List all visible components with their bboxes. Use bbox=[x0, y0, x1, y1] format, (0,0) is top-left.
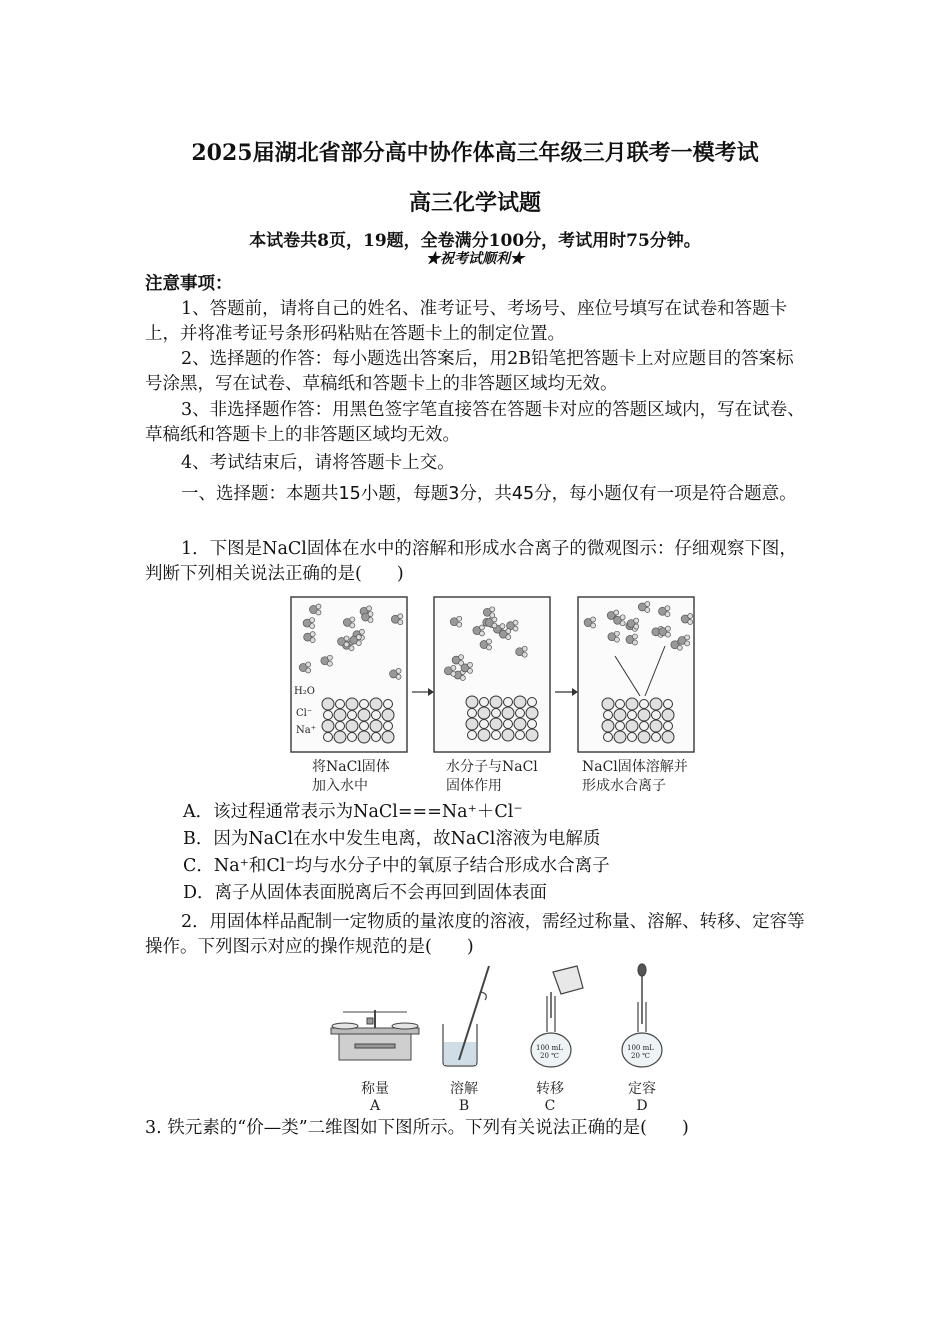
op-b-label: 溶解 B bbox=[450, 1081, 478, 1114]
sodium-ion bbox=[628, 711, 637, 720]
op-d-label: 定容 D bbox=[628, 1081, 656, 1114]
chloride-ion bbox=[490, 718, 502, 730]
q1-option-b: B．因为NaCl在水中发生电离，故NaCl溶液为电解质 bbox=[183, 829, 601, 849]
chloride-ion bbox=[502, 729, 514, 741]
sodium-ion bbox=[604, 711, 613, 720]
chloride-ion bbox=[502, 707, 514, 719]
chloride-ion bbox=[638, 709, 650, 721]
sodium-ion bbox=[492, 731, 501, 740]
q1-option-c: C．Na⁺和Cl⁻均与水分子中的氧原子结合形成水合离子 bbox=[183, 856, 610, 876]
sodium-ion bbox=[372, 711, 381, 720]
chloride-ion bbox=[638, 731, 650, 743]
sodium-ion bbox=[492, 709, 501, 718]
op-a-label: 称量 A bbox=[361, 1081, 389, 1114]
fig1-caption-1: 将NaCl固体 加入水中 bbox=[312, 759, 390, 794]
q1-option-a: A．该过程通常表示为NaCl===Na⁺＋Cl⁻ bbox=[183, 802, 523, 822]
label-cl: Cl⁻ bbox=[296, 708, 313, 719]
fig1-caption-3: NaCl固体溶解并 形成水合离子 bbox=[582, 759, 688, 794]
sodium-ion bbox=[336, 722, 345, 731]
chloride-ion bbox=[626, 720, 638, 732]
sodium-ion bbox=[664, 722, 673, 731]
balance-icon bbox=[331, 1010, 419, 1060]
chloride-ion bbox=[466, 696, 478, 708]
beaker-icon bbox=[443, 966, 489, 1066]
exam-title: 2025届湖北省部分高中协作体高三年级三月联考一模考试 bbox=[191, 140, 759, 166]
chloride-ion bbox=[614, 731, 626, 743]
exam-subject: 高三化学试题 bbox=[408, 190, 541, 216]
sodium-ion bbox=[504, 720, 513, 729]
q2-stem: 2．用固体样品配制一定物质的量浓度的溶液，需经过称量、溶解、转移、定容等操作。下列图示对应的操作规范的是( ) bbox=[145, 912, 805, 957]
chloride-ion bbox=[382, 709, 394, 721]
exam-wish: ★祝考试顺利★ bbox=[426, 251, 524, 267]
sodium-ion bbox=[336, 700, 345, 709]
sodium-ion bbox=[528, 698, 537, 707]
sodium-ion bbox=[384, 700, 393, 709]
sodium-ion bbox=[604, 733, 613, 742]
chloride-ion bbox=[346, 720, 358, 732]
chloride-ion bbox=[514, 718, 526, 730]
sodium-ion bbox=[652, 733, 661, 742]
fig1-caption-2: 水分子与NaCl 固体作用 bbox=[446, 759, 538, 794]
sodium-ion bbox=[652, 711, 661, 720]
sodium-ion bbox=[372, 733, 381, 742]
chloride-ion bbox=[662, 731, 674, 743]
exam-info: 本试卷共8页，19题，全卷满分100分，考试用时75分钟。 bbox=[249, 231, 701, 251]
sodium-ion bbox=[516, 709, 525, 718]
chloride-ion bbox=[614, 709, 626, 721]
chloride-ion bbox=[526, 729, 538, 741]
chloride-ion bbox=[382, 731, 394, 743]
chloride-ion bbox=[478, 707, 490, 719]
chloride-ion bbox=[358, 731, 370, 743]
sodium-ion bbox=[640, 700, 649, 709]
sodium-ion bbox=[480, 720, 489, 729]
sodium-ion bbox=[504, 698, 513, 707]
sodium-ion bbox=[628, 733, 637, 742]
chloride-ion bbox=[662, 709, 674, 721]
q1-option-d: D．离子从固体表面脱离后不会再回到固体表面 bbox=[183, 883, 548, 903]
chloride-ion bbox=[466, 718, 478, 730]
volumetric-flask-icon-d bbox=[622, 964, 662, 1067]
section-heading: 一、选择题：本题共15小题，每题3分，共45分，每小题仅有一项是符合题意。 bbox=[181, 484, 797, 504]
sodium-ion bbox=[616, 722, 625, 731]
chloride-ion bbox=[334, 709, 346, 721]
sodium-ion bbox=[468, 731, 477, 740]
chloride-ion bbox=[602, 698, 614, 710]
op-c-label: 转移 C bbox=[536, 1081, 564, 1114]
chloride-ion bbox=[626, 698, 638, 710]
chloride-ion bbox=[334, 731, 346, 743]
flask-c-temp: 20 ℃ bbox=[540, 1052, 559, 1060]
sodium-ion bbox=[360, 700, 369, 709]
sodium-ion bbox=[324, 711, 333, 720]
chloride-ion bbox=[370, 720, 382, 732]
sodium-ion bbox=[616, 700, 625, 709]
flask-d-temp: 20 ℃ bbox=[631, 1052, 650, 1060]
chloride-ion bbox=[514, 696, 526, 708]
q1-stem: 1．下图是NaCl固体在水中的溶解和形成水合离子的微观图示：仔细观察下图，判断下列相关说法正确的是( ) bbox=[145, 539, 797, 584]
chloride-ion bbox=[650, 720, 662, 732]
sodium-ion bbox=[348, 733, 357, 742]
notice-heading: 注意事项： bbox=[145, 274, 233, 294]
sodium-ion bbox=[528, 720, 537, 729]
notice-item-4: 4、考试结束后，请将答题卡上交。 bbox=[181, 453, 455, 473]
sodium-ion bbox=[384, 722, 393, 731]
sodium-ion bbox=[480, 698, 489, 707]
sodium-ion bbox=[324, 733, 333, 742]
label-h2o: H₂O bbox=[294, 686, 315, 697]
chloride-ion bbox=[526, 707, 538, 719]
sodium-ion bbox=[640, 722, 649, 731]
chloride-ion bbox=[478, 729, 490, 741]
chloride-ion bbox=[602, 720, 614, 732]
chloride-ion bbox=[358, 709, 370, 721]
sodium-ion bbox=[468, 709, 477, 718]
nacl-dissolution-figure bbox=[290, 596, 700, 756]
q3-stem: 3. 铁元素的“价—类”二维图如下图所示。下列有关说法正确的是( ) bbox=[145, 1118, 689, 1138]
chloride-ion bbox=[370, 698, 382, 710]
label-na: Na⁺ bbox=[296, 725, 316, 736]
notice-item-3: 3、非选择题作答：用黑色签字笔直接答在答题卡对应的答题区域内，写在试卷、草稿纸和答题卡上的非答题区域均无效。 bbox=[145, 400, 805, 445]
sodium-ion bbox=[360, 722, 369, 731]
chloride-ion bbox=[322, 698, 334, 710]
chloride-ion bbox=[322, 720, 334, 732]
sodium-ion bbox=[516, 731, 525, 740]
chloride-ion bbox=[490, 696, 502, 708]
sodium-ion bbox=[348, 711, 357, 720]
chloride-ion bbox=[346, 698, 358, 710]
notice-item-2: 2、选择题的作答：每小题选出答案后，用2B铅笔把答题卡上对应题目的答案标号涂黑，写在试卷、草稿纸和答题卡上的非答题区域均无效。 bbox=[145, 349, 794, 394]
flask-c-volume: 100 mL bbox=[536, 1044, 563, 1052]
sodium-ion bbox=[664, 700, 673, 709]
volumetric-flask-icon-c bbox=[531, 966, 583, 1067]
flask-d-volume: 100 mL bbox=[627, 1044, 654, 1052]
notice-item-1: 1、答题前，请将自己的姓名、准考证号、考场号、座位号填写在试卷和答题卡上，并将准考证号条形码粘贴在答题卡上的制定位置。 bbox=[145, 299, 788, 344]
lab-operations-figure bbox=[325, 962, 685, 1077]
chloride-ion bbox=[650, 698, 662, 710]
